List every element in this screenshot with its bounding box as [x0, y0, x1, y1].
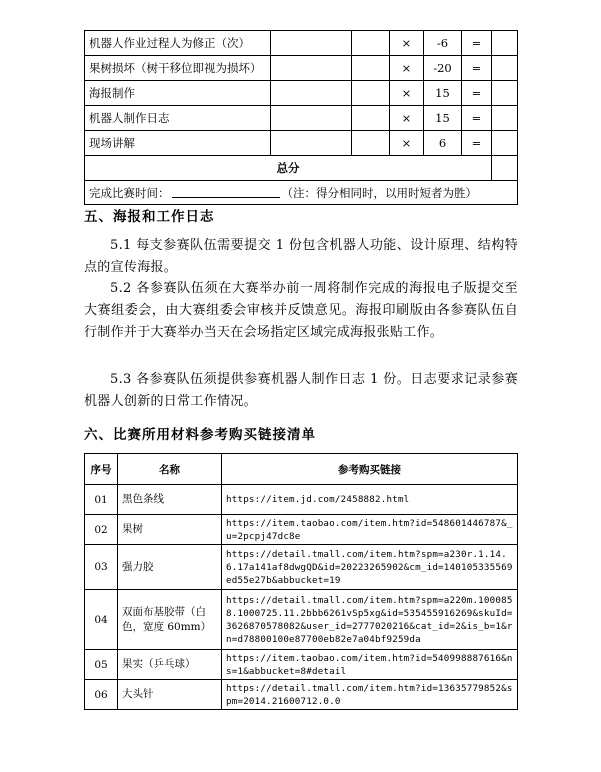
- score-row: [85, 81, 518, 106]
- multiply-sign: ×: [390, 106, 424, 131]
- multiply-sign: ×: [390, 31, 424, 56]
- material-name: 强力胶: [118, 545, 222, 590]
- material-name: 大头针: [118, 680, 222, 710]
- score-weight: 15: [424, 81, 462, 106]
- equals-sign: =: [462, 131, 492, 156]
- score-row: [85, 131, 518, 156]
- score-table: [84, 30, 518, 205]
- score-item: 海报制作: [85, 81, 271, 106]
- table-row: [85, 485, 518, 515]
- row-num: 01: [85, 485, 118, 515]
- completion-time-cell: [85, 181, 518, 205]
- purchase-link[interactable]: https://item.taobao.com/item.htm?id=540998887616&ns=1&abbucket=8#detail: [222, 650, 518, 680]
- section-5-heading: 五、海报和工作日志: [84, 209, 215, 225]
- table-row: [85, 650, 518, 680]
- multiply-sign: ×: [390, 56, 424, 81]
- multiply-sign: ×: [390, 81, 424, 106]
- total-row: [85, 156, 518, 181]
- table-header-row: [85, 454, 518, 485]
- section-5-paragraph-1: 5.1 每支参赛队伍需要提交 1 份包含机器人功能、设计原理、结构特点的宣传海报。: [84, 238, 518, 275]
- table-row: [85, 545, 518, 590]
- multiply-sign: ×: [390, 131, 424, 156]
- row-num: 02: [85, 515, 118, 545]
- equals-sign: =: [462, 106, 492, 131]
- purchase-link[interactable]: https://detail.tmall.com/item.htm?id=13635779852&spm=2014.21600712.0.0: [222, 680, 518, 710]
- completion-time-label: 完成比赛时间：: [89, 185, 170, 200]
- purchase-link[interactable]: https://item.taobao.com/item.htm?id=548601446787&_u=2pcpj47dc8e: [222, 515, 518, 545]
- section-6-heading: 六、比赛所用材料参考购买链接清单: [84, 427, 316, 443]
- time-row: [85, 181, 518, 205]
- completion-time-blank: [172, 186, 280, 198]
- score-item: 果树损坏（树干移位即视为损坏）: [85, 56, 271, 81]
- score-item: 机器人制作日志: [85, 106, 271, 131]
- score-weight: 15: [424, 106, 462, 131]
- score-row: [85, 56, 518, 81]
- score-row: [85, 106, 518, 131]
- section-5-paragraph-2: 5.2 各参赛队伍须在大赛举办前一周将制作完成的海报电子版提交至大赛组委会，由大赛组委会审核并反馈意见。海报印刷版由各参赛队伍自行制作并于大赛举办当天在会场指定区域完成海报张贴工作。: [84, 281, 518, 340]
- header-num: 序号: [85, 454, 118, 485]
- header-link: 参考购买链接: [222, 454, 518, 485]
- table-row: [85, 680, 518, 710]
- material-links-table: [84, 453, 518, 710]
- purchase-link[interactable]: https://detail.tmall.com/item.htm?spm=a230r.1.14.6.17a141af8dwgQD&id=20223265902&cm_id=140105335569ed55e27b&abbucket=19: [222, 545, 518, 590]
- score-weight: -6: [424, 31, 462, 56]
- equals-sign: =: [462, 31, 492, 56]
- score-weight: -20: [424, 56, 462, 81]
- table-row: [85, 515, 518, 545]
- score-weight: 6: [424, 131, 462, 156]
- equals-sign: =: [462, 56, 492, 81]
- total-value-cell: [492, 156, 518, 181]
- table-row: [85, 590, 518, 650]
- material-name: 黑色条线: [118, 485, 222, 515]
- material-name: 双面布基胶带（白色，宽度 60mm）: [118, 590, 222, 650]
- row-num: 05: [85, 650, 118, 680]
- row-num: 03: [85, 545, 118, 590]
- material-name: 果树: [118, 515, 222, 545]
- purchase-link[interactable]: https://detail.tmall.com/item.htm?spm=a220m.1000858.1000725.11.2bbb6261vSp5xg&id=535455916269&skuId=3626870578082&user_id=2777020216&cat_id=2&is_b=1&rn=d78800100e87700eb82e7a04bf9259da: [222, 590, 518, 650]
- section-5-paragraph-3: 5.3 各参赛队伍须提供参赛机器人制作日志 1 份。日志要求记录参赛机器人创新的日常工作情况。: [84, 372, 518, 409]
- score-item: 机器人作业过程人为修正（次）: [85, 31, 271, 56]
- header-name: 名称: [118, 454, 222, 485]
- completion-time-note: （注：得分相同时，以用时短者为胜）: [281, 185, 477, 200]
- purchase-link[interactable]: https://item.jd.com/2458882.html: [222, 485, 518, 515]
- equals-sign: =: [462, 81, 492, 106]
- total-label: 总分: [85, 156, 492, 181]
- row-num: 06: [85, 680, 118, 710]
- score-row: [85, 31, 518, 56]
- material-name: 果实（乒乓球）: [118, 650, 222, 680]
- score-item: 现场讲解: [85, 131, 271, 156]
- row-num: 04: [85, 590, 118, 650]
